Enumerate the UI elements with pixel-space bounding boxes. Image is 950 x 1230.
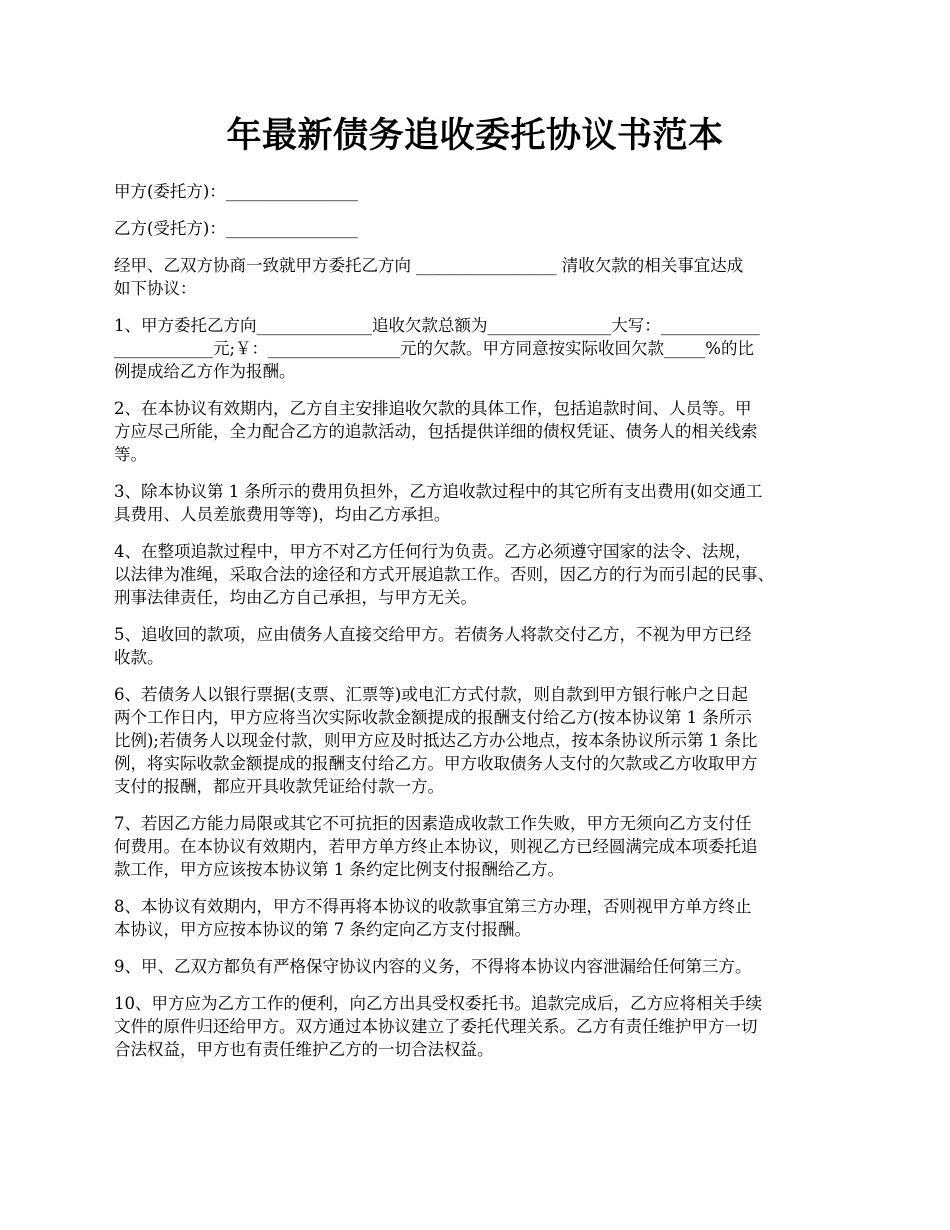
paragraph-line: 收款。 [114,648,164,667]
document-body [114,180,854,1061]
paragraph-line: 1、甲方委托乙方向______________追收欠款总额为_______________大写：____________ [114,316,760,335]
paragraph-line: 何费用。在本协议有效期内，若甲方单方终止本协议，则视乙方已经圆满完成本项委托追 [114,837,758,856]
paragraph-line: 乙方(受托方)：________________ [114,219,358,238]
paragraph-party-a [114,180,854,203]
paragraph-clause-4 [114,540,854,609]
paragraph-line: 合法权益，甲方也有责任维护乙方的一切合法权益。 [114,1040,494,1059]
paragraph-line: 刑事法律责任，均由乙方自己承担，与甲方无关。 [114,588,477,607]
paragraph-clause-8 [114,895,854,941]
paragraph-line: 例，将实际收款金额提成的报酬支付给乙方。甲方收取债务人支付的欠款或乙方收取甲方 [114,754,758,773]
paragraph-line: 文件的原件归还给甲方。双方通过本协议建立了委托代理关系。乙方有责任维护甲方一切 [114,1017,758,1036]
paragraph-line: 如下协议： [114,279,197,298]
paragraph-clause-5 [114,623,854,669]
paragraph-line: 4、在整项追款过程中，甲方不对乙方任何行为负责。乙方必须遵守国家的法令、法规， [114,542,752,561]
paragraph-line: 等。 [114,445,147,464]
paragraph-line: 例提成给乙方作为报酬。 [114,362,296,381]
paragraph-line: 8、本协议有效期内，甲方不得再将本协议的收款事宜第三方办理，否则视甲方单方终止 [114,897,752,916]
paragraph-line: 5、追收回的款项，应由债务人直接交给甲方。若债务人将款交付乙方，不视为甲方已经 [114,625,752,644]
paragraph-line: 2、在本协议有效期内，乙方自主安排追收欠款的具体工作，包括追款时间、人员等。甲 [114,399,752,418]
paragraph-line: 方应尽己所能，全力配合乙方的追款活动，包括提供详细的债权凭证、债务人的相关线索 [114,422,758,441]
paragraph-line: 比例);若债务人以现金付款，则甲方应及时抵达乙方办公地点，按本条协议所示第 1 条比 [114,731,758,750]
document-title: 年最新债务追收委托协议书范本 [226,115,724,156]
paragraph-line: 支付的报酬，都应开具收款凭证给付款一方。 [114,777,444,796]
paragraph-line: 具费用、人员差旅费用等等)，均由乙方承担。 [114,505,451,524]
paragraph-line: 款工作，甲方应该按本协议第 1 条约定比例支付报酬给乙方。 [114,860,564,879]
paragraph-line: 两个工作日内，甲方应将当次实际收款金额提成的报酬支付给乙方(按本协议第 1 条所示 [114,708,752,727]
paragraph-clause-9 [114,955,854,978]
paragraph-line: ____________元;￥：________________元的欠款。甲方同意按实际收回欠款_____%的比 [114,339,754,358]
paragraph-line: 3、除本协议第 1 条所示的费用负担外，乙方追收款过程中的其它所有支出费用(如交通工 [114,482,763,501]
paragraph-line: 9、甲、乙双方都负有严格保守协议内容的义务，不得将本协议内容泄漏给任何第三方。 [114,957,752,976]
paragraph-clause-2 [114,397,854,466]
paragraph-line: 7、若因乙方能力局限或其它不可抗拒的因素造成收款工作失败，甲方无须向乙方支付任 [114,814,752,833]
paragraph-line: 经甲、乙双方协商一致就甲方委托乙方向 _________________ 清收欠款的相关事宜达成 [114,256,744,275]
paragraph-line: 10、甲方应为乙方工作的便利，向乙方出具受权委托书。追款完成后，乙方应将相关手续 [114,994,762,1013]
paragraph-preamble [114,254,854,300]
paragraph-line: 甲方(委托方)：________________ [114,182,358,201]
paragraph-party-b [114,217,854,240]
paragraph-line: 以法律为准绳，采取合法的途径和方式开展追款工作。否则，因乙方的行为而引起的民事、 [114,565,774,584]
paragraph-clause-6 [114,683,854,798]
paragraph-line: 6、若债务人以银行票据(支票、汇票等)或电汇方式付款，则自款到甲方银行帐户之日起 [114,685,748,704]
paragraph-line: 本协议，甲方应按本协议的第 7 条约定向乙方支付报酬。 [114,920,531,939]
paragraph-clause-7 [114,812,854,881]
paragraph-clause-3 [114,480,854,526]
paragraph-clause-1 [114,314,854,383]
paragraph-clause-10 [114,992,854,1061]
